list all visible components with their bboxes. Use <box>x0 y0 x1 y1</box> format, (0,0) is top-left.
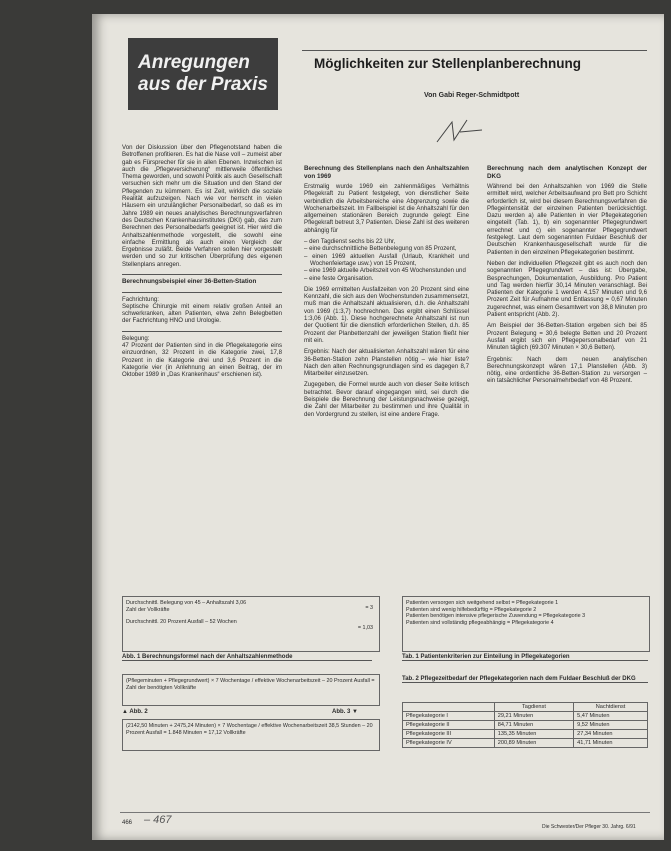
abb2-formula: (Pflegeminuten + Pflegegrundwert) × 7 Wochentage / effektive Wochenarbeitszeit – 20 Prozent Ausfall = Zahl der benötigten Vollkräfte <box>126 678 375 691</box>
col2-paragraph-4: Zugegeben, die Formel wurde auch von dieser Seite kritisch betrachtet. Bevor darauf eingegangen wird, sei durch die Beispiele die Berechnung der Leistungsnachweise gezeigt, die Zahl der Mitarbeiter zu bestimmen und ihre Qualität in den Vordergrund zu stellen, ist eine andere Frage. <box>304 381 469 418</box>
table-header: Tagdienst <box>494 703 573 712</box>
list-item: – eine feste Organisation. <box>304 275 469 282</box>
tab2-table <box>402 702 648 748</box>
beleg-text: 47 Prozent der Patienten sind in die Pflegekategorie eins einzuordnen, 32 Prozent in die Kategorie zwei, 17,8 Prozent in die Kategorie drei und 3,6 Prozent in die Kategorie vier (in Anlehnung an einen Beitrag, der im Oktober 1989 in „Das Krankenhaus“ erschienen ist). <box>122 342 282 379</box>
list-item: – einen 1969 aktuellen Ausfall (Urlaub, Krankheit und Wochenfeiertage usw.) von 15 Prozent, <box>304 253 469 268</box>
tab2-container <box>402 702 648 748</box>
abb1-result-1: = 3 <box>365 605 373 611</box>
example-heading: Berechnungsbeispiel einer 36-Betten-Station <box>122 274 282 286</box>
table-cell: 29,21 Minuten <box>494 712 573 721</box>
abb3-label: Abb. 3 ▼ <box>332 709 358 715</box>
col3-heading: Berechnung nach dem analytischen Konzept der DKG <box>487 165 647 180</box>
abb1-row-3: Durchschnittl. 20 Prozent Ausfall – 52 Wochen <box>126 619 237 626</box>
col2-paragraph-3: Ergebnis: Nach der aktualisierten Anhaltszahl wären für eine 36-Betten-Station zehn Planstellen nötig – wie hier liste? Nach den alten Rechnungsgrundlagen sind es dagegen 8,7 Mitarbeiter einzusetzen. <box>304 348 469 378</box>
banner-line-1: Anregungen <box>138 52 250 73</box>
table-cell: Pflegekategorie I <box>403 712 495 721</box>
col3-paragraph-1: Während bei den Anhaltszahlen von 1969 die Stelle ermittelt wird, welcher Arbeitsaufwand pro Bett pro Schicht erforderlich ist, wird bei diesem Berechnungsverfahren die Pflegeintensität der einzelnen Patienten berücksichtigt. Dazu werden a) alle Patienten in vier Pflegekategorien eingeteilt (Tab. 1), b) ein sogenannter Pflegegrundwert errechnet und c) ein sogenannter Pflegegrundwert festgelegt. Laut dem sogenannten Fuldaer Beschluß der Deutschen Krankenhausgesellschaft wurde für die Patienten in den einzelnen Pflegekategorien bestimmt. <box>487 183 647 256</box>
table-cell: 27,34 Minuten <box>574 730 648 739</box>
abb2-label: ▲ Abb. 2 <box>122 709 148 715</box>
table-row <box>403 721 648 730</box>
col2-heading: Berechnung des Stellenplans nach den Anhaltszahlen von 1969 <box>304 165 469 180</box>
abb1-row-1: Durchschnittl. Belegung von 45 – Anhaltszahl 3,06 <box>126 600 247 606</box>
section-banner <box>128 38 278 110</box>
abb1-caption: Abb. 1 Berechnungsformel nach der Anhaltszahlenmethode <box>122 654 372 661</box>
table-cell: 135,35 Minuten <box>494 730 573 739</box>
table-cell: 5,47 Minuten <box>574 712 648 721</box>
table-row <box>403 712 648 721</box>
list-item: – eine durchschnittliche Bettenbelegung von 85 Prozent, <box>304 245 469 252</box>
journal-footer: Die Schwester/Der Pfleger 30. Jahrg. 6/91 <box>542 824 636 830</box>
intro-paragraph: Von der Diskussion über den Pflegenotstand haben die Betroffenen profitieren. Es hat die Nase voll – zumeist aber gab es Fürsprecher für sie in allen Ebenen. Inzwischen ist auch die „Pflegeversicherung“ mittlerweile öffentliches Thema geworden, und sowohl Politik als auch Gesellschaft versuchen sich mehr um die Situation und den Stand der Pflegenden zu kümmern. Es ist Zeit, wirklich die soziale Realität aufzuzeigen. Nach wie vor herrscht in vielen Häusern ein unzulänglicher Personalbedarf, so daß es im Jahre 1989 ein neues analytisches Berechnungsverfahren des Deutschen Krankenhausinstitutes (DKI) gab, das zum Berechnen des Personalbedarfs geeignet ist. Hier wird die Anhaltszahlenmethode vorgestellt, die sowohl eine einfache Ermittlung als auch einen Vergleich der Ergebnisse zuläßt. Beide Verfahren sollen hier vorgestellt werden und so zur kritischen Überprüfung des eigenen Stellenplans anregen. <box>122 144 282 268</box>
table-header-row <box>403 703 648 712</box>
col3-paragraph-3: Am Beispiel der 36-Betten-Station ergeben sich bei 85 Prozent Belegung = 30,6 belegte Betten und 20 Prozent Ausfall ergibt sich ein Pflegepersonalbedarf von 21 Minuten täglich (69.307 Minuten × 30,6 Betten). <box>487 322 647 352</box>
abb1-row-2: Zahl der Vollkräfte <box>126 606 170 613</box>
article-byline: Von Gabi Reger-Schmidtpott <box>424 92 520 99</box>
table-header <box>403 703 495 712</box>
page-number: 466 <box>122 820 133 826</box>
table-row <box>403 730 648 739</box>
magazine-page <box>92 14 664 840</box>
fach-text: Septische Chirurgie mit einem relativ großen Anteil an schwerkranken, alten Patienten, etwa zehn Belegbetten der Fachrichtung HNO und Urologie. <box>122 302 282 325</box>
tab1-row: Patienten sind vollständig pflegeabhängig = Pflegekategorie 4 <box>406 619 554 626</box>
col2-paragraph-2: Die 1969 ermittelten Ausfallzeiten von 20 Prozent sind eine Kennzahl, die sich aus den Wochenstunden zusammensetzt, muß man die Anhaltszahl aktualisieren, d.h. die Anhaltszahl von 1969 (1:3,7) hochrechnen. Das ergibt einen Schlüssel 1:3,06 (Abb. 1). Diese hochgerechnete Anhaltszahl ist nun der Quotient für die dienstlich erforderlichen Stellen, d.h. 85 Prozent der Planbettenzahl der jeweiligen Station fließt hier mit ein. <box>304 285 469 344</box>
abb1-result-2: = 1,03 <box>357 625 373 631</box>
tab1-box <box>402 596 650 652</box>
table-row <box>403 739 648 748</box>
table-header: Nachtdienst <box>574 703 648 712</box>
article-title: Möglichkeiten zur Stellenplanberechnung <box>314 56 582 71</box>
list-item: – eine 1969 aktuelle Arbeitszeit von 45 Wochenstunden und <box>304 267 469 274</box>
table-cell: 9,52 Minuten <box>574 721 648 730</box>
tab1-row: Patienten benötigen intensive pflegerische Zuwendung = Pflegekategorie 3 <box>406 613 586 620</box>
col2-paragraph-1: Erstmalig wurde 1969 ein zahlenmäßiges Verhältnis Pflegekraft zu Patient festgelegt, von dienstlicher Seite verbindlich die Arbeitsbereiche eine Abgrenzung sowie die Wochenarbeitszeit. Im Fallbeispiel ist die Anhaltszahl für den allgemeinen stationären Bereich zugrunde gelegt: Eine Pflegekraft betreut 3,7 Patienten. Diese Zahl ist des weiteren abhängig für <box>304 183 469 234</box>
col3-paragraph-4: Ergebnis: Nach dem neuen analytischen Berechnungskonzept wären 17,1 Planstellen (Abb. 3) nötig, eine ordentliche 36-Betten-Station zu versorgen – ein tatsächlicher Personalmehrbedarf von 48 Prozent. <box>487 355 647 385</box>
tab2-caption: Tab. 2 Pflegezeitbedarf der Pflegekategorien nach dem Fuldaer Beschluß der DKG <box>402 676 648 683</box>
table-cell: Pflegekategorie III <box>403 730 495 739</box>
abb3-calc: (2142,50 Minuten + 2475,24 Minuten) × 7 Wochentage / effektive Wochenarbeitszeit 38,5 Stunden – 20 Prozent Ausfall = 1.848 Minuten = 17,12 Vollkräfte <box>126 723 373 736</box>
column-1 <box>122 144 282 383</box>
col2-bullet-list <box>304 238 469 282</box>
handwritten-signature <box>432 112 492 152</box>
beleg-label: Belegung: <box>122 331 282 342</box>
abb3-calc-box <box>122 719 380 751</box>
table-cell: Pflegekategorie II <box>403 721 495 730</box>
abb2-formula-box <box>122 674 380 706</box>
table-cell: 84,71 Minuten <box>494 721 573 730</box>
footer-rule <box>120 812 650 813</box>
column-3 <box>487 159 647 389</box>
col3-paragraph-2: Neben der individuellen Pflegezeit gibt es auch noch den sogenannten Pflegegrundwert – das ist: Übergabe, Besprechungen, Dokumentation, Ausbildung. Pro Patient und Tag werden hierfür 30,14 Minuten veranschlagt. Bei Patienten der Kategorie 1 werden 4,157 Minuten und 9,6 Prozent Zeit für Aufnahme und Entlassung = 0,67 Minuten zugerechnet, was einem Gesamtwert von 38,8 Minuten pro Patient entspricht (Abb. 2). <box>487 259 647 319</box>
handwritten-page-note: – 467 <box>144 814 172 826</box>
banner-line-2: aus der Praxis <box>138 74 268 95</box>
title-rule <box>302 50 647 51</box>
table-cell: Pflegekategorie IV <box>403 739 495 748</box>
fach-label: Fachrichtung: <box>122 292 282 303</box>
table-cell: 41,71 Minuten <box>574 739 648 748</box>
tab1-row: Patienten versorgen sich weitgehend selbst = Pflegekategorie 1 <box>406 600 559 606</box>
tab1-caption: Tab. 1 Patientenkriterien zur Einteilung in Pflegekategorien <box>402 654 648 661</box>
column-2 <box>304 159 469 422</box>
tab1-row: Patienten sind wenig hilfebedürftig = Pflegekategorie 2 <box>406 606 537 613</box>
abb1-formula-box <box>122 596 380 652</box>
list-item: – den Tagdienst sechs bis 22 Uhr, <box>304 238 469 245</box>
table-cell: 200,89 Minuten <box>494 739 573 748</box>
